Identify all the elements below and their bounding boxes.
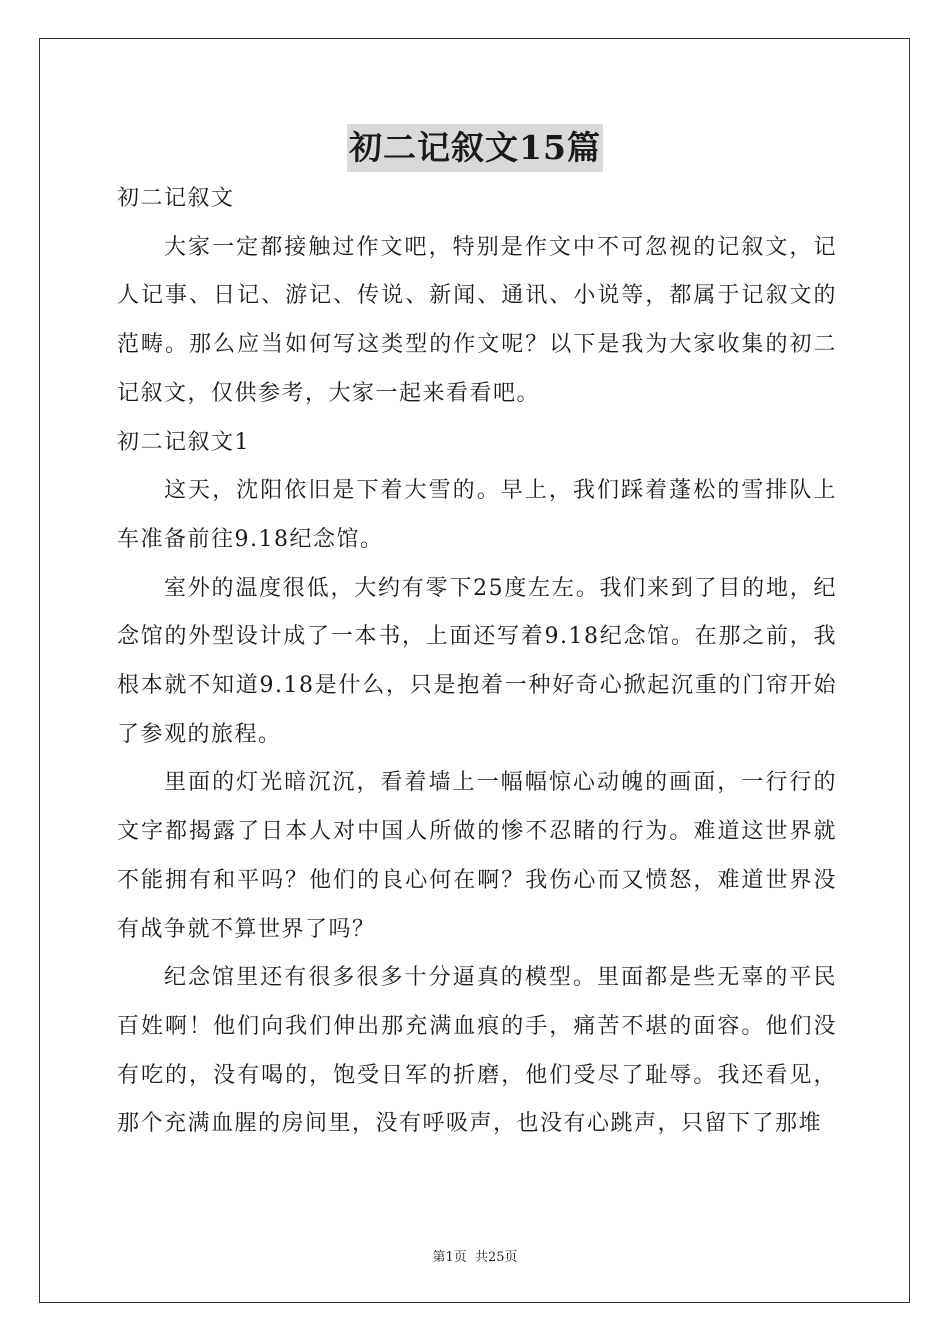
paragraph: 纪念馆里还有很多很多十分逼真的模型。里面都是些无辜的平民百姓啊！他们向我们伸出那充满血痕的手，痛苦不堪的面容。他们没有吃的，没有喝的，饱受日军的折磨，他们受尽了耻辱。我还看见，那个充满血腥的房间里，没有呼吸声，也没有心跳声，只留下了那堆 <box>117 965 837 1137</box>
document-body <box>117 175 837 1149</box>
paragraph: 大家一定都接触过作文吧，特别是作文中不可忽视的记叙文，记人记事、日记、游记、传说、新闻、通讯、小说等，都属于记叙文的范畴。那么应当如何写这类型的作文呢？以下是我为大家收集的初二记叙文，仅供参考，大家一起来看看吧。 <box>117 234 837 406</box>
paragraph: 室外的温度很低，大约有零下25度左左。我们来到了目的地，纪念馆的外型设计成了一本书，上面还写着9.18纪念馆。在那之前，我根本就不知道9.18是什么，只是抱着一种好奇心掀起沉重的门帘开始了参观的旅程。 <box>117 575 837 747</box>
paragraph: 初二记叙文1 <box>117 429 250 455</box>
document-title: 初二记叙文15篇 <box>347 124 603 172</box>
page-footer <box>0 1246 950 1265</box>
title-container <box>0 124 950 172</box>
page-number: 第1页 <box>432 1250 467 1265</box>
page-total: 共25页 <box>474 1250 518 1265</box>
paragraph: 这天，沈阳依旧是下着大雪的。早上，我们踩着蓬松的雪排队上车准备前往9.18纪念馆。 <box>117 478 837 552</box>
paragraph: 里面的灯光暗沉沉，看着墙上一幅幅惊心动魄的画面，一行行的文字都揭露了日本人对中国人所做的惨不忍睹的行为。难道这世界就不能拥有和平吗？他们的良心何在啊？我伤心而又愤怒，难道世界没有战争就不算世界了吗？ <box>117 770 837 942</box>
paragraph: 初二记叙文 <box>117 186 235 211</box>
